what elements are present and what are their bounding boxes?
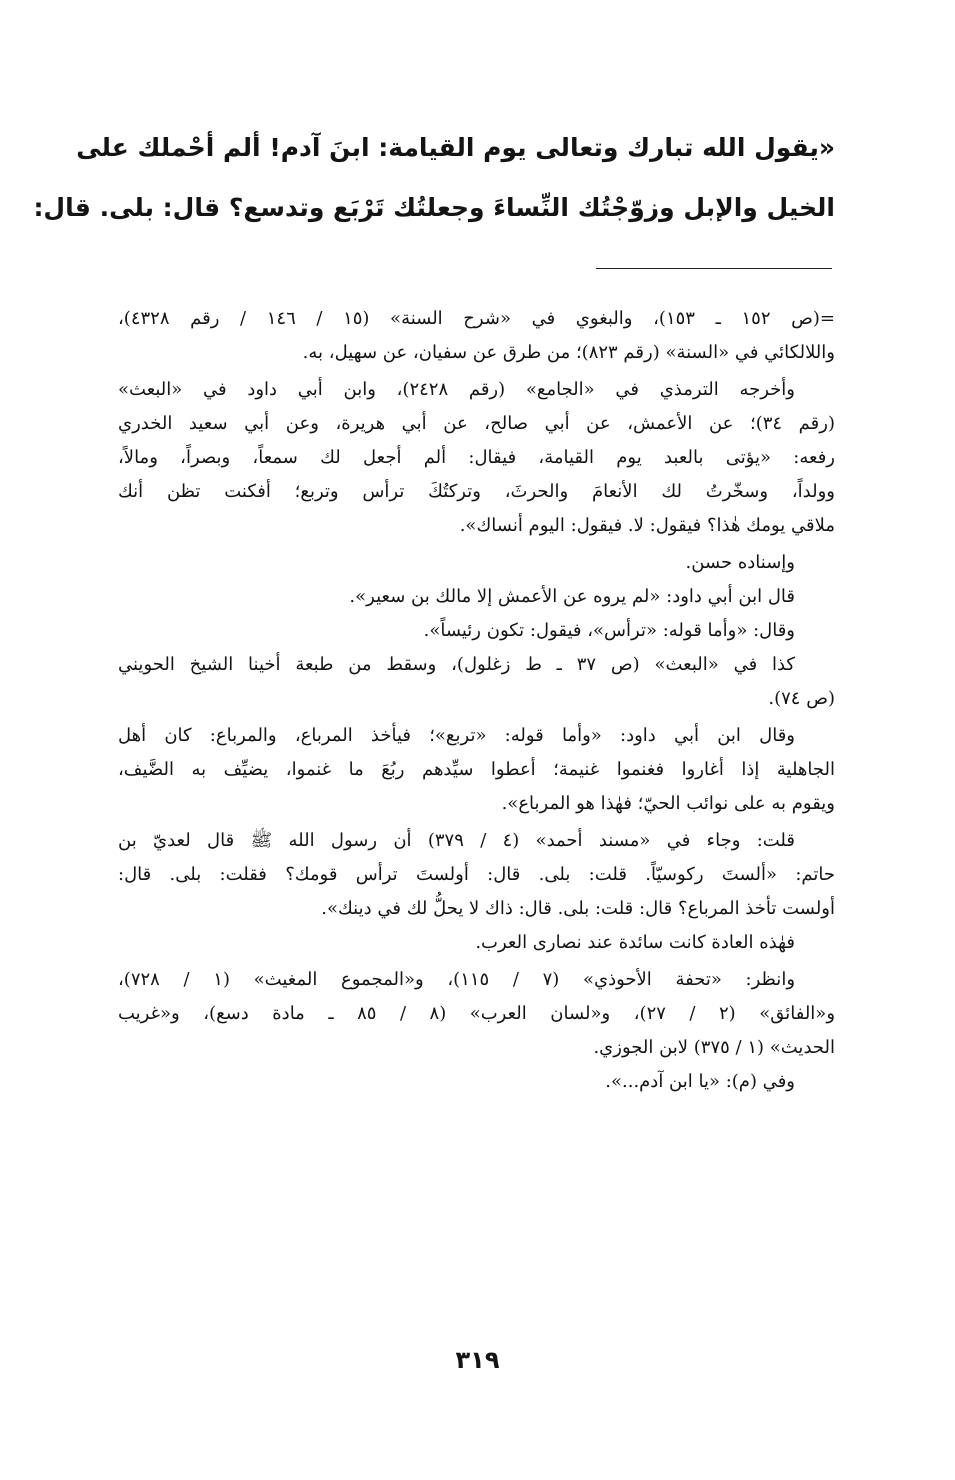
footnote-line: (ص ٧٤).: [768, 688, 835, 709]
footnote-line: فهٰذه العادة كانت سائدة عند نصارى العرب.: [475, 932, 795, 953]
page-number: ٣١٩: [455, 1346, 500, 1374]
footnote-line: وقال ابن أبي داود: «وأما قوله: «تربع»؛ فيأخذ المرباع، والمرباع: كان أهل: [118, 725, 795, 746]
main-hadith-text: [33, 118, 835, 238]
footnote-line: كذا في «البعث» (ص ٣٧ ـ ط زغلول)، وسقط من طبعة أخينا الشيخ الحويني: [118, 654, 795, 675]
footnote-line: وانظر: «تحفة الأحوذي» (٧ / ١١٥)، و«المجموع المغيث» (١ / ٧٢٨)،: [118, 969, 796, 990]
footnote-line: وإسناده حسن.: [685, 552, 795, 573]
footnote-line: وولداً، وسخّرتُ لك الأنعامَ والحرثَ، وتركتُكَ ترأس وتربع؛ أفكنت تظن أنك: [118, 481, 835, 502]
footnote-line: قال ابن أبي داود: «لم يروه عن الأعمش إلا مالك بن سعير».: [349, 586, 795, 607]
main-text-line: «يقول الله تبارك وتعالى يوم القيامة: ابنَ آدم! ألم أحْملك على: [76, 133, 835, 162]
footnote-line: وقال: «وأما قوله: «ترأس»، فيقول: تكون رئيساً».: [423, 620, 795, 641]
footnote-line: رفعه: «يؤتى بالعبد يوم القيامة، فيقال: ألم أجعل لك سمعاً، وبصراً، ومالاً،: [118, 447, 835, 468]
footnote-line: ويقوم به على نوائب الحيّ؛ فهٰذا هو المرباع».: [501, 793, 835, 814]
footnotes: [118, 302, 835, 1099]
footnote-line: حاتم: «ألستَ ركوسيّاً. قلت: بلى. قال: أولستَ ترأس قومك؟ فقلت: بلى. قال:: [118, 864, 835, 885]
footnote-line: ملاقي يومك هٰذا؟ فيقول: لا. فيقول: اليوم أنساك».: [459, 515, 835, 536]
footnote-line: وأخرجه الترمذي في «الجامع» (رقم ٢٤٢٨)، وابن أبي داود في «البعث»: [118, 379, 795, 400]
main-text-line: الخيل والإبل وزوّجْتُك النِّساءَ وجعلتُك تَرْبَع وتدسع؟ قال: بلى. قال:: [33, 193, 835, 222]
footnote-line: قلت: وجاء في «مسند أحمد» (٤ / ٣٧٩) أن رسول الله ﷺ قال لعديّ بن: [118, 830, 795, 851]
footnote-line: الحديث» (١ / ٣٧٥) لابن الجوزي.: [593, 1037, 835, 1058]
footnote-line: و«الفائق» (٢ / ٢٧)، و«لسان العرب» (٨ / ٨٥ ـ مادة دسع)، و«غريب: [118, 1003, 836, 1024]
footnote-separator: [596, 268, 832, 269]
footnote-line: =(ص ١٥٢ ـ ١٥٣)، والبغوي في «شرح السنة» (١٥ / ١٤٦ / رقم ٤٣٢٨)،: [118, 308, 836, 329]
footnote-line: أولست تأخذ المرباع؟ قال: قلت: بلى. قال: ذاك لا يحلُّ لك في دينك».: [321, 898, 835, 919]
footnote-line: وفي (م): «يا ابن آدم...».: [605, 1071, 795, 1092]
footnote-line: الجاهلية إذا أغاروا فغنموا غنيمة؛ أعطوا سيِّدهم ربُعَ ما غنموا، يضيِّف به الضَّيف،: [118, 759, 835, 780]
footnote-line: واللالكائي في «السنة» (رقم ٨٢٣)؛ من طرق عن سفيان، عن سهيل، به.: [302, 342, 835, 363]
footnote-line: (رقم ٣٤)؛ عن الأعمش، عن أبي صالح، عن أبي هريرة، وعن أبي سعيد الخدري: [118, 413, 835, 434]
